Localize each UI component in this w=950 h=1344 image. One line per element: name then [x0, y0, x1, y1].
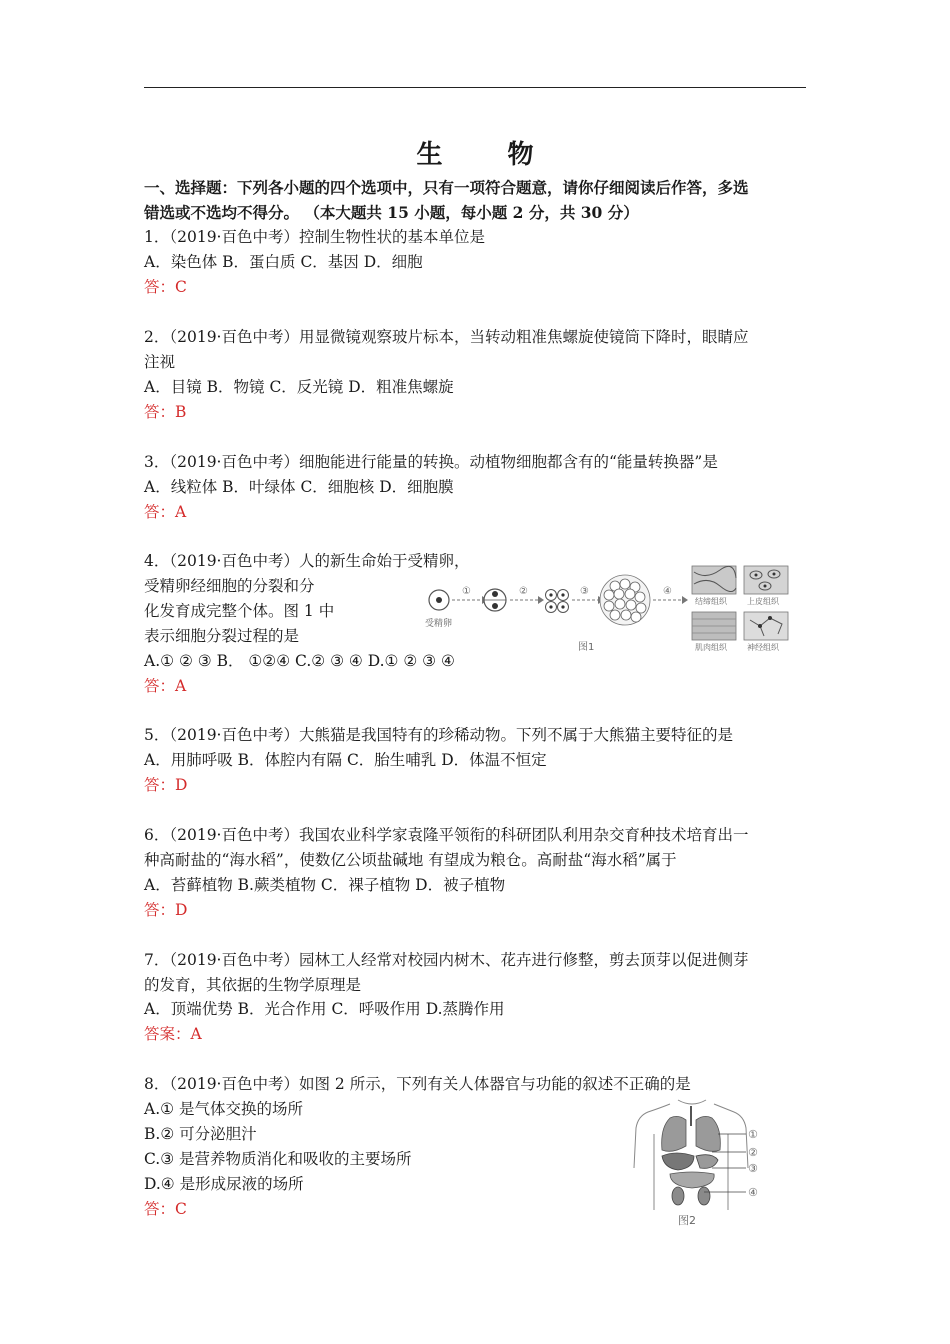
- fig1-tissue-muscle: 肌肉组织: [695, 643, 727, 652]
- section-heading-line2: 错选或不选均不得分。 （本大题共 15 小题，每小题 2 分，共 30 分）: [144, 203, 639, 222]
- q4-stem-line1: 4．（2019·百色中考）人的新生命始于受精卵，: [144, 552, 470, 570]
- q3-options: A．线粒体 B．叶绿体 C．细胞核 D．细胞膜: [144, 478, 454, 496]
- q8-option-d: D.④ 是形成尿液的场所: [144, 1175, 304, 1193]
- two-cell-stage-icon: [484, 589, 506, 611]
- q4-options: A.① ② ③ B． ①②④ C.② ③ ④ D.① ② ③ ④: [144, 652, 455, 670]
- q4-stem-line4: 表示细胞分裂过程的是: [144, 627, 300, 645]
- q8-stem: 8．（2019·百色中考）如图 2 所示，下列有关人体器官与功能的叙述不正确的是: [144, 1075, 691, 1093]
- q1-options: A．染色体 B．蛋白质 C．基因 D．细胞: [144, 253, 423, 271]
- four-cell-stage-icon: [546, 590, 569, 613]
- header-rule: [144, 87, 806, 88]
- q4-stem-line2: 受精卵经细胞的分裂和分: [144, 577, 315, 595]
- q2-options: A．目镜 B．物镜 C．反光镜 D．粗准焦螺旋: [144, 378, 454, 396]
- intestine-icon: [670, 1172, 714, 1188]
- fig1-caption: 图1: [578, 642, 595, 653]
- fig1-step-1: ①: [462, 586, 471, 597]
- q7-stem-line2: 的发育，其依据的生物学原理是: [144, 976, 362, 994]
- q1-stem: 1．（2019·百色中考）控制生物性状的基本单位是: [144, 228, 485, 246]
- page-title: 生 物: [416, 140, 562, 170]
- fig1-step-2: ②: [519, 586, 528, 597]
- nerve-tissue-icon: [744, 612, 788, 640]
- q2-stem-line1: 2．（2019·百色中考）用显微镜观察玻片标本，当转动粗准焦螺旋使镜筒下降时，眼睛应: [144, 328, 749, 346]
- q8-option-b: B.② 可分泌胆汁: [144, 1125, 257, 1143]
- q4-stem-line3: 化发育成完整个体。图 1 中: [144, 602, 335, 620]
- q8-option-a: A.① 是气体交换的场所: [144, 1100, 303, 1118]
- fig1-tissue-connective: 结缔组织: [695, 597, 727, 606]
- kidneys-icon: [672, 1187, 710, 1205]
- q7-stem-line1: 7．（2019·百色中考）园林工人经常对校园内树木、花卉进行修整，剪去顶芽以促进侧芽: [144, 951, 749, 969]
- cell-mass-icon: [600, 575, 650, 625]
- q6-answer: 答：D: [144, 901, 188, 919]
- figure-2-human-organs: [632, 1098, 772, 1230]
- fig2-label-4: ④: [748, 1186, 758, 1199]
- q5-answer: 答：D: [144, 776, 188, 794]
- q4-answer: 答：A: [144, 677, 187, 695]
- fertilized-egg-icon: [429, 590, 449, 610]
- q5-options: A．用肺呼吸 B．体腔内有隔 C．胎生哺乳 D．体温不恒定: [144, 751, 547, 769]
- fig1-step-4: ④: [663, 586, 672, 597]
- q3-answer: 答：A: [144, 503, 187, 521]
- fig1-tissue-epithelial: 上皮组织: [747, 597, 779, 606]
- q7-options: A．顶端优势 B．光合作用 C．呼吸作用 D.蒸腾作用: [144, 1000, 505, 1018]
- q6-stem-line1: 6．（2019·百色中考）我国农业科学家袁隆平领衔的科研团队利用杂交育种技术培育出一: [144, 826, 749, 844]
- fig2-caption: 图2: [678, 1214, 696, 1227]
- q1-answer: 答：C: [144, 278, 187, 296]
- q5-stem: 5．（2019·百色中考）大熊猫是我国特有的珍稀动物。下列不属于大熊猫主要特征的是: [144, 726, 733, 744]
- liver-stomach-icon: [662, 1153, 718, 1170]
- epithelial-tissue-icon: [744, 566, 788, 594]
- fig2-label-2: ②: [748, 1146, 758, 1159]
- fig2-label-1: ①: [748, 1128, 758, 1141]
- q7-answer: 答案：A: [144, 1025, 202, 1043]
- lungs-icon: [662, 1106, 721, 1151]
- muscle-tissue-icon: [692, 612, 736, 640]
- connective-tissue-icon: [692, 566, 736, 594]
- q8-option-c: C.③ 是营养物质消化和吸收的主要场所: [144, 1150, 412, 1168]
- section-heading-line1: 一、选择题：下列各小题的四个选项中，只有一项符合题意，请你仔细阅读后作答，多选: [144, 178, 749, 197]
- figure-1-cell-division: [420, 560, 800, 655]
- arrow-step-4-icon: [653, 596, 688, 604]
- fig1-tissue-nerve: 神经组织: [747, 643, 779, 652]
- q8-answer: 答：C: [144, 1200, 187, 1218]
- q6-options: A．苔藓植物 B.蕨类植物 C．裸子植物 D．被子植物: [144, 876, 506, 894]
- fig1-step-3: ③: [580, 586, 589, 597]
- fig2-label-3: ③: [748, 1162, 758, 1175]
- q2-stem-line2: 注视: [144, 353, 176, 371]
- arrow-step-3-icon: [572, 596, 604, 604]
- fig1-egg-label: 受精卵: [425, 619, 453, 629]
- q6-stem-line2: 种高耐盐的“海水稻”，使数亿公顷盐碱地 有望成为粮仓。高耐盐“海水稻”属于: [144, 851, 677, 869]
- q3-stem: 3．（2019·百色中考）细胞能进行能量的转换。动植物细胞都含有的“能量转换器”是: [144, 453, 718, 471]
- q2-answer: 答：B: [144, 403, 187, 421]
- arrow-step-2-icon: [510, 596, 544, 604]
- arrow-step-1-icon: [452, 596, 488, 604]
